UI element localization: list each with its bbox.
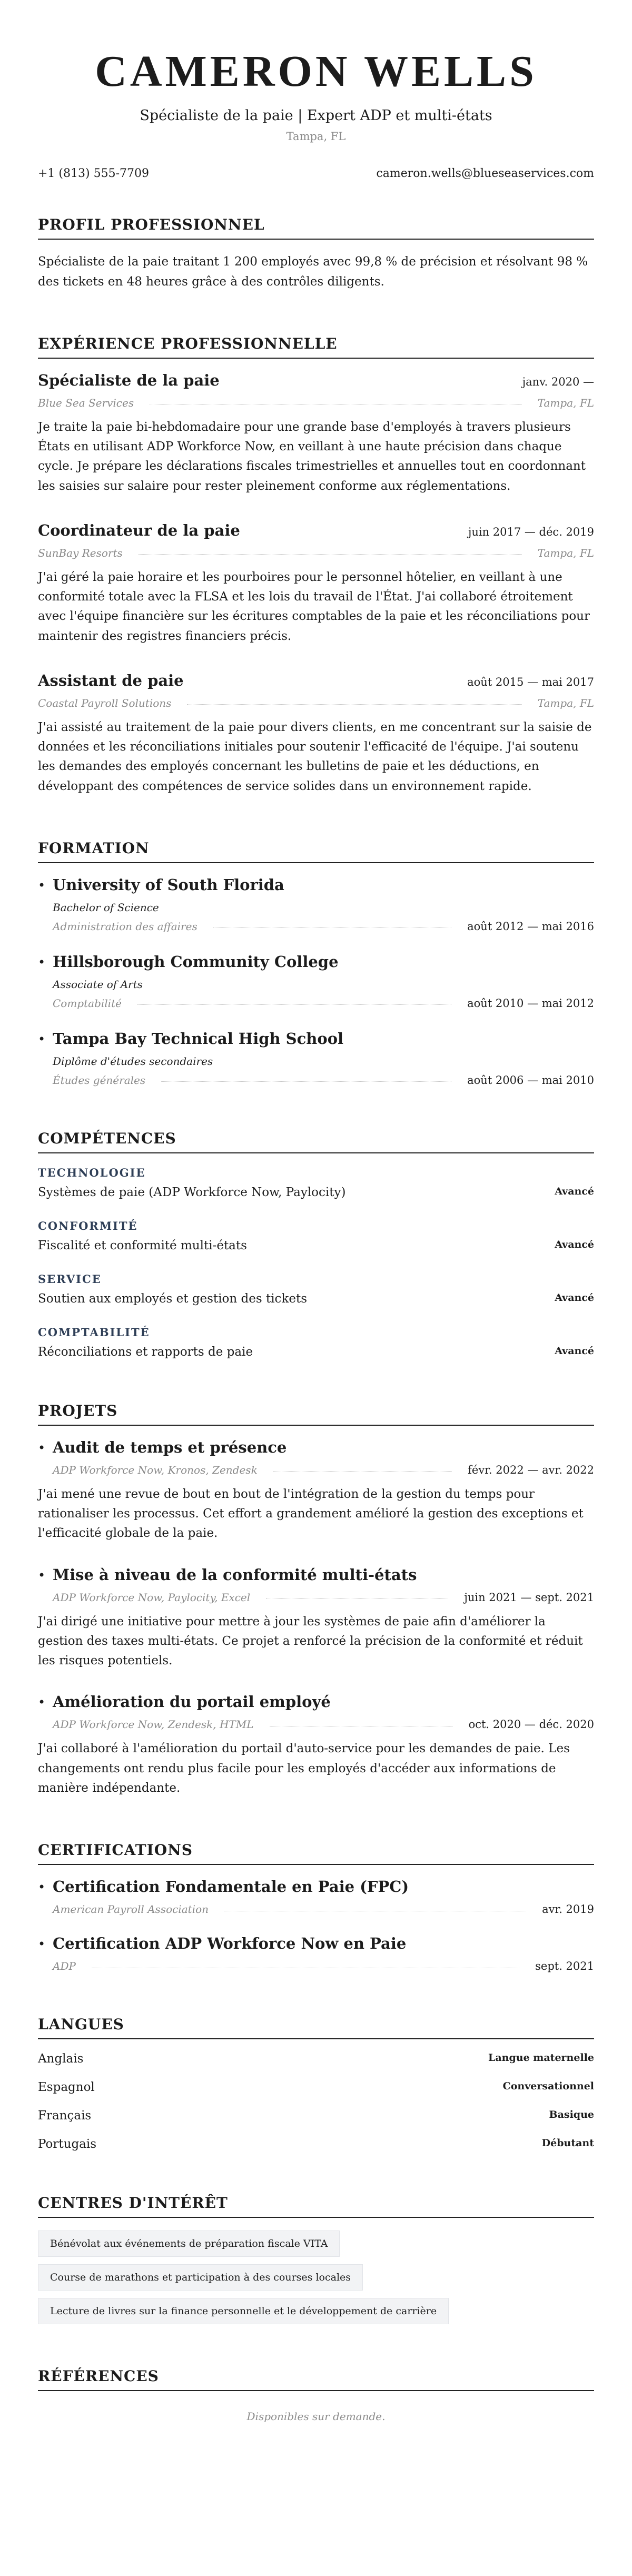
certification-issuer: American Payroll Association [53,1903,209,1916]
skills-section [38,1130,594,1359]
candidate-title: Spécialiste de la paie | Expert ADP et multi-états [140,107,492,124]
section-heading: EXPÉRIENCE PROFESSIONNELLE [38,335,594,359]
contact-row [38,167,594,180]
certification-date: sept. 2021 [535,1960,594,1973]
section-heading: FORMATION [38,840,594,863]
skill-level: Avancé [555,1291,594,1304]
project-title: Amélioration du portail employé [53,1693,331,1711]
project-description: J'ai dirigé une initiative pour mettre à jour les systèmes de paie afin d'améliorer la gestion des taxes multi-états. Ce projet a renforcé la précision de la conformité et réduit les risques potentiels. [38,1614,583,1668]
dotted-leader [213,927,451,928]
school-name: University of South Florida [53,875,284,894]
degree: Bachelor of Science [53,901,159,914]
skill-category: TECHNOLOGIE [38,1166,146,1179]
certification-title: Certification Fondamentale en Paie (FPC) [53,1878,409,1896]
skill-name: Fiscalité et conformité multi-états [38,1238,247,1252]
interest-tag: Bénévolat aux événements de préparation fiscale VITA [38,2230,340,2257]
resume-header [38,47,594,143]
certifications-section [38,1841,594,1972]
skill-category: CONFORMITÉ [38,1219,138,1232]
project-entry [38,1438,594,1544]
language-row [38,2137,594,2151]
company-name: Coastal Payroll Solutions [38,696,172,709]
experience-section [38,335,594,796]
language-level: Basique [549,2109,594,2121]
candidate-name: CAMERON WELLS [95,47,537,96]
languages-section [38,2016,594,2151]
section-heading: COMPÉTENCES [38,1130,594,1153]
job-date: juin 2017 — déc. 2019 [468,525,594,538]
skill-group [38,1219,594,1252]
field-of-study: Administration des affaires [53,920,197,933]
project-title: Audit de temps et présence [53,1438,287,1456]
candidate-location: Tampa, FL [286,130,346,143]
certification-title: Certification ADP Workforce Now en Paie [53,1935,407,1953]
profile-text: Spécialiste de la paie traitant 1 200 employés avec 99,8 % de précision et résolvant 98 % des tickets en 48 heures grâce à des contrôles diligents. [38,255,588,289]
certification-date: avr. 2019 [542,1903,594,1916]
bullet-icon: • [38,1695,46,1710]
skill-level: Avancé [555,1345,594,1357]
skill-name: Soutien aux employés et gestion des tickets [38,1291,308,1306]
bullet-icon: • [38,1440,46,1455]
project-title: Mise à niveau de la conformité multi-états [53,1565,417,1584]
degree: Diplôme d'études secondaires [53,1054,213,1068]
skill-level: Avancé [555,1185,594,1197]
section-heading: CERTIFICATIONS [38,1841,594,1865]
skill-category: COMPTABILITÉ [38,1325,150,1339]
job-description: J'ai géré la paie horaire et les pourboires pour le personnel hôtelier, en veillant à une conformité totale avec la FLSA et les lois du travail de l'État. J'ai collaboré étroitement avec l'équipe financière sur les écritures comptables de la paie et les réconciliations pour maintenir des registres financiers précis. [38,570,590,643]
job-date: janv. 2020 — [522,375,594,388]
project-description: J'ai mené une revue de bout en bout de l'intégration de la gestion du temps pour rationaliser les processus. Cet effort a grandement amélioré la gestion des exceptions et l'efficacité globale de la paie. [38,1487,584,1541]
education-date: août 2006 — mai 2010 [467,1073,594,1087]
job-location: Tampa, FL [537,396,594,409]
degree: Associate of Arts [53,978,143,991]
bullet-icon: • [38,877,46,893]
section-heading: PROJETS [38,1402,594,1426]
skill-name: Systèmes de paie (ADP Workforce Now, Paylocity) [38,1185,346,1199]
language-name: Anglais [38,2052,84,2066]
email-address: cameron.wells@blueseaservices.com [376,167,594,181]
job-description: Je traite la paie bi-hebdomadaire pour une grande base d'employés à travers plusieurs États en utilisant ADP Workforce Now, en veillant à une haute précision dans chaque cycle. Je prépare les déclarations fiscales trimestrielles et annuelles tout en coordonnant les saisies sur salaire pour rester pleinement conforme aux réglementations. [38,420,586,493]
project-tools: ADP Workforce Now, Kronos, Zendesk [53,1463,258,1476]
bullet-icon: • [38,1937,46,1952]
education-date: août 2010 — mai 2012 [467,996,594,1010]
language-name: Portugais [38,2137,97,2151]
interest-tag: Lecture de livres sur la finance personnelle et le développement de carrière [38,2298,449,2324]
profile-section [38,216,594,292]
field-of-study: Études générales [53,1073,146,1087]
dotted-leader [137,1004,451,1005]
job-title: Assistant de paie [38,671,184,689]
job-title: Coordinateur de la paie [38,521,240,539]
language-name: Espagnol [38,2080,95,2095]
job-entry [38,371,594,496]
references-text: Disponibles sur demande. [246,2410,386,2423]
skill-group [38,1272,594,1306]
language-name: Français [38,2109,92,2123]
references-section [38,2367,594,2423]
language-level: Conversationnel [502,2080,594,2093]
skill-category: SERVICE [38,1272,102,1286]
project-description: J'ai collaboré à l'amélioration du portail d'auto-service pour les demandes de paie. Les changements ont rendu plus facile pour les employés d'accéder aux informations de manière indépendante. [38,1742,570,1795]
dotted-leader [266,1598,448,1599]
interests-section [38,2194,594,2332]
dotted-leader [139,554,522,555]
company-name: Blue Sea Services [38,396,134,409]
bullet-icon: • [38,1567,46,1583]
certification-entry [38,1935,594,1972]
project-entry [38,1566,594,1671]
skill-name: Réconciliations et rapports de paie [38,1345,253,1359]
language-row [38,2052,594,2066]
school-name: Tampa Bay Technical High School [53,1029,344,1048]
skill-group [38,1326,594,1359]
phone-number: +1 (813) 555-7709 [38,167,149,181]
project-date: juin 2021 — sept. 2021 [464,1591,594,1604]
bullet-icon: • [38,954,46,970]
language-row [38,2080,594,2094]
section-heading: LANGUES [38,2016,594,2039]
dotted-leader [273,1471,452,1472]
education-entry [38,876,594,933]
education-entry [38,953,594,1010]
language-level: Langue maternelle [488,2052,594,2064]
school-name: Hillsborough Community College [53,952,339,971]
section-heading: CENTRES D'INTÉRÊT [38,2194,594,2218]
company-name: SunBay Resorts [38,546,123,559]
certification-entry [38,1878,594,1916]
section-heading: RÉFÉRENCES [38,2367,594,2391]
skill-group [38,1166,594,1199]
bullet-icon: • [38,1880,46,1895]
field-of-study: Comptabilité [53,996,122,1010]
certification-issuer: ADP [53,1960,76,1973]
project-tools: ADP Workforce Now, Zendesk, HTML [53,1718,254,1731]
job-location: Tampa, FL [537,546,594,559]
language-level: Débutant [541,2137,594,2149]
education-entry [38,1030,594,1087]
projects-section [38,1402,594,1798]
job-entry [38,521,594,646]
job-location: Tampa, FL [537,696,594,709]
language-row [38,2109,594,2123]
job-date: août 2015 — mai 2017 [467,675,594,688]
project-entry [38,1693,594,1798]
dotted-leader [187,704,521,705]
dotted-leader [161,1081,451,1082]
job-title: Spécialiste de la paie [38,371,220,389]
interest-tag: Course de marathons et participation à des courses locales [38,2264,363,2291]
project-tools: ADP Workforce Now, Paylocity, Excel [53,1591,251,1604]
project-date: oct. 2020 — déc. 2020 [468,1718,594,1731]
section-heading: PROFIL PROFESSIONNEL [38,216,594,240]
education-section [38,840,594,1087]
education-date: août 2012 — mai 2016 [467,920,594,933]
project-date: févr. 2022 — avr. 2022 [468,1463,594,1476]
bullet-icon: • [38,1031,46,1047]
skill-level: Avancé [555,1238,594,1250]
job-description: J'ai assisté au traitement de la paie pour divers clients, en me concentrant sur la saisie de données et les réconciliations initiales pour soutenir l'efficacité de l'équipe. J'ai soutenu les demandes des employés concernant les bulletins de paie et les déductions, en développant des compétences de service solides dans un environnement rapide. [38,720,592,793]
job-entry [38,672,594,796]
